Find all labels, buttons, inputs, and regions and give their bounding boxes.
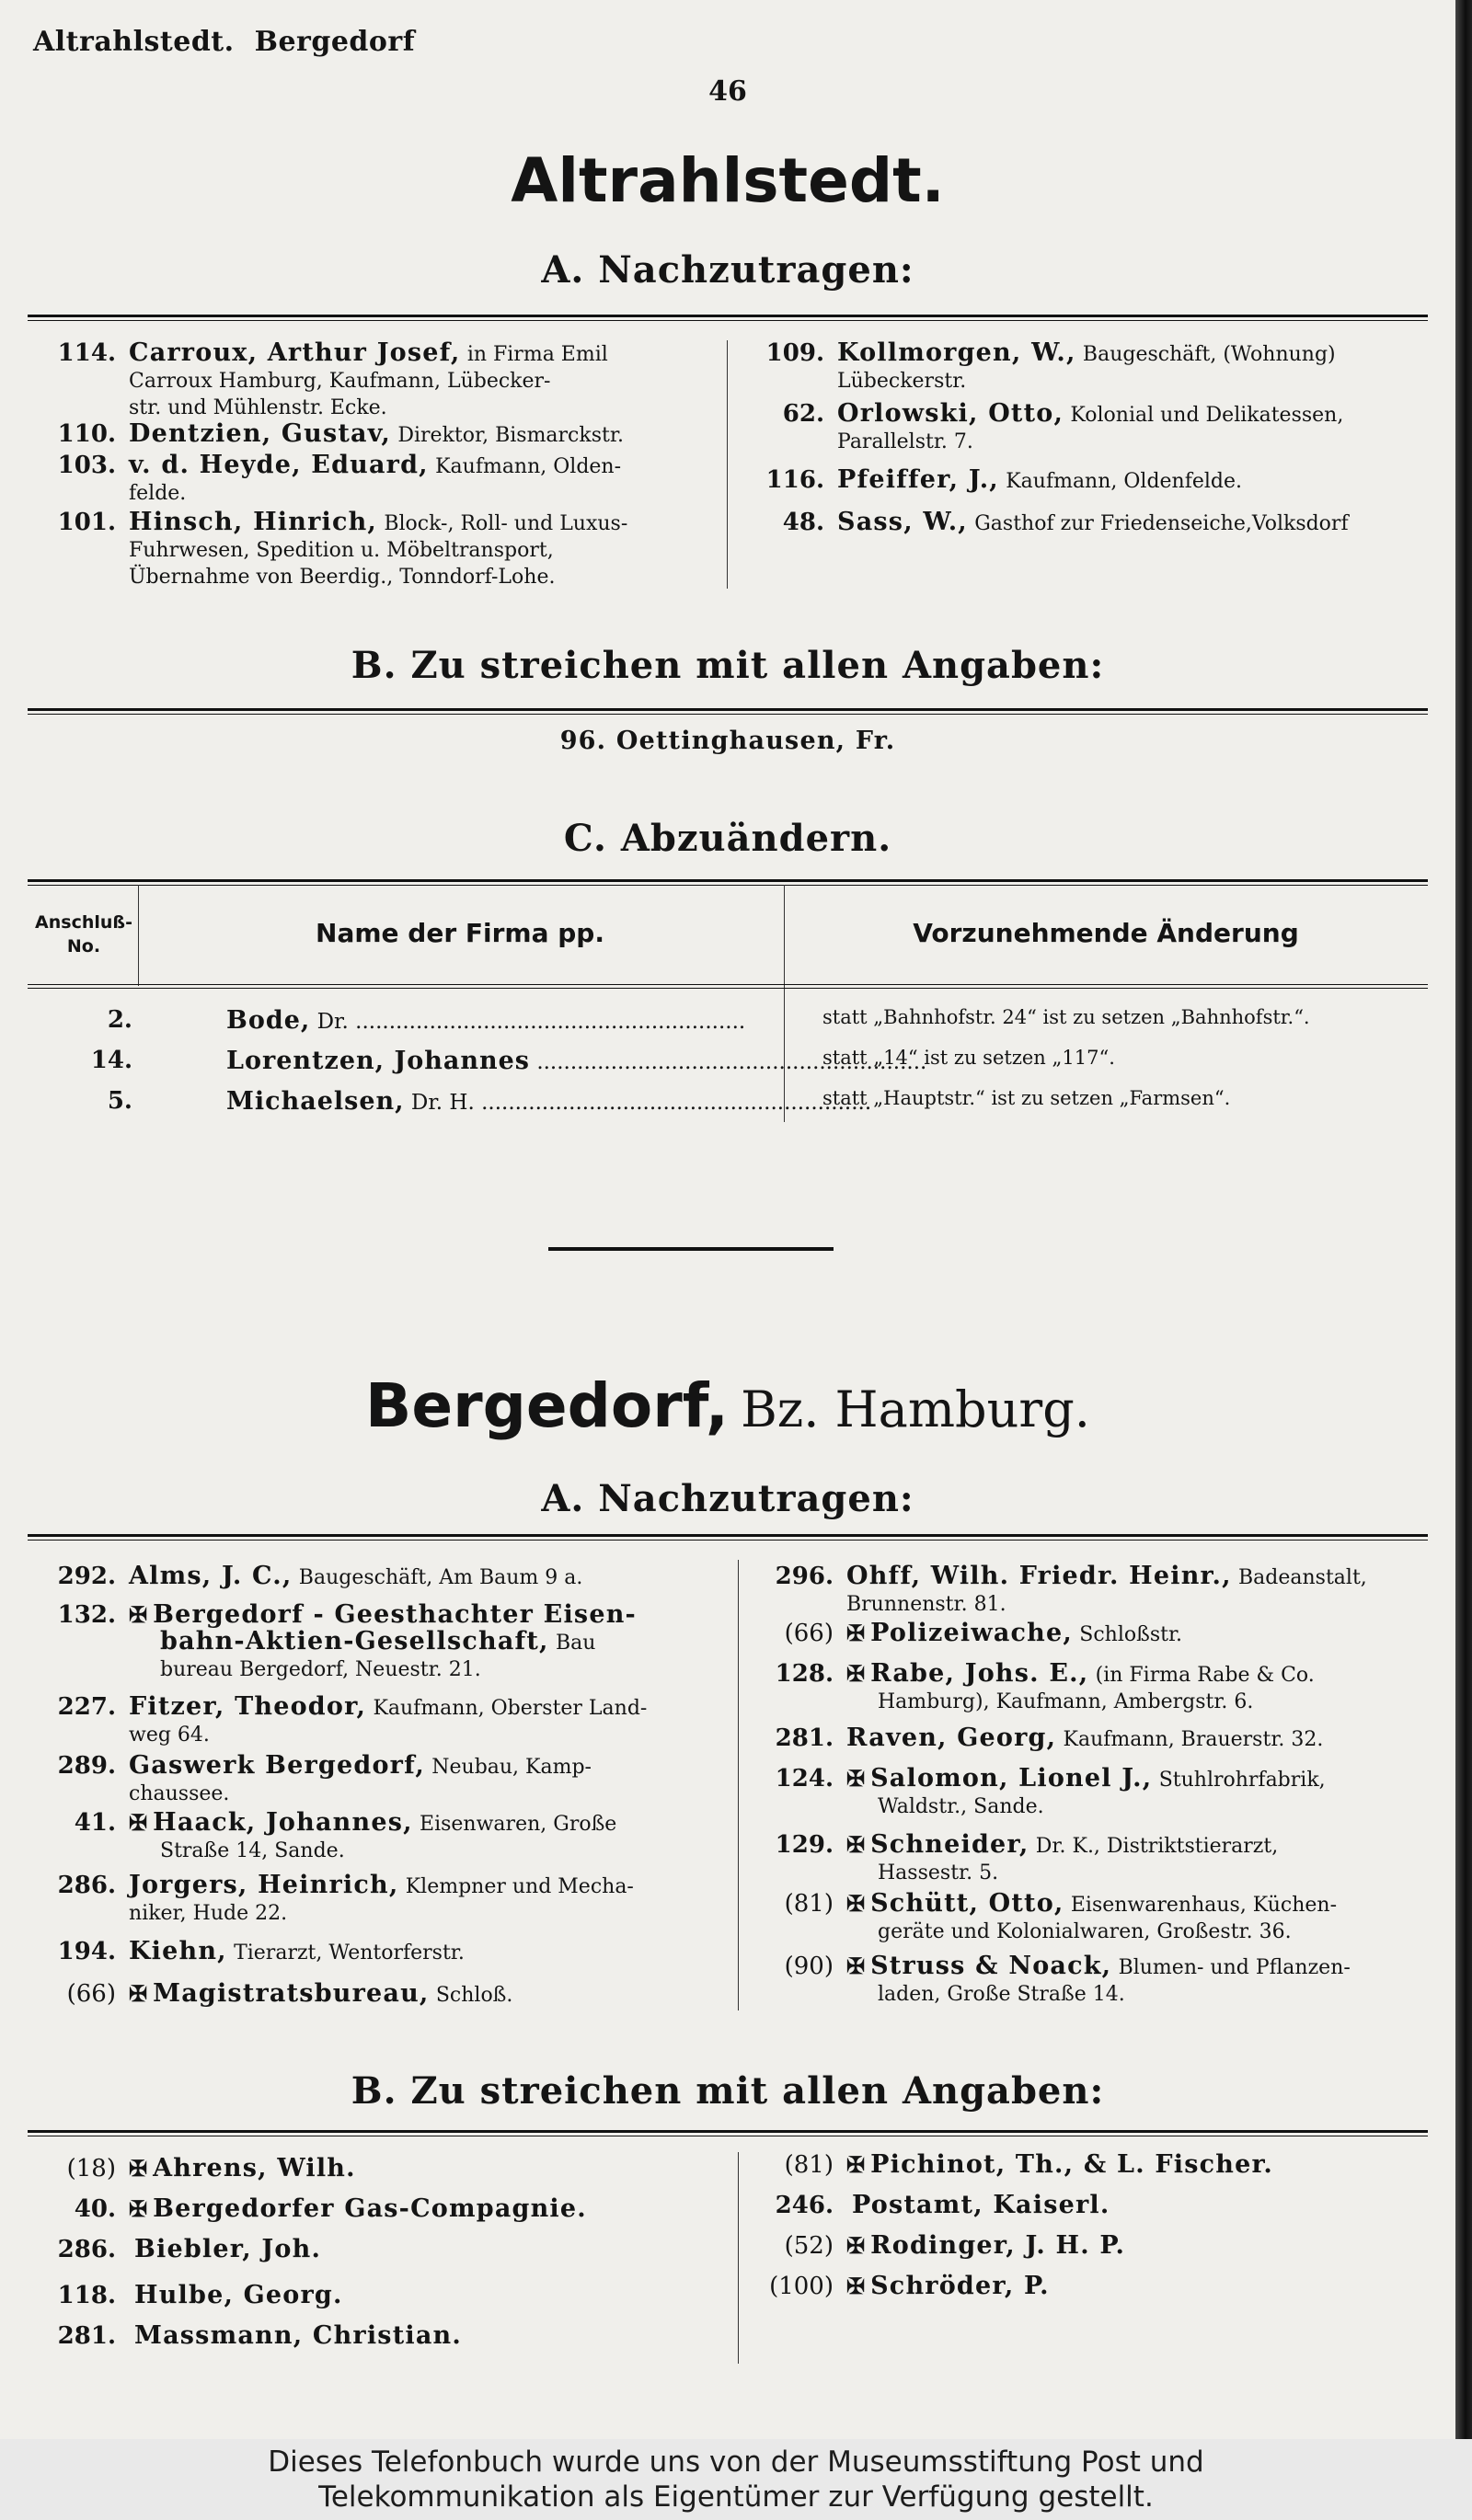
row-number: 5. bbox=[107, 1087, 132, 1115]
entry-detail: Block-, Roll- und Luxus- bbox=[384, 512, 628, 535]
column-divider bbox=[738, 1560, 739, 2010]
entry-name: Jorgers, Heinrich, bbox=[129, 1871, 399, 1899]
altrahlstedt-b-heading: B. Zu streichen mit allen Angaben: bbox=[351, 644, 1105, 687]
entry-detail: Kaufmann, Olden- bbox=[435, 455, 622, 478]
list-item bbox=[742, 340, 1422, 395]
entry-number: (18) bbox=[66, 2155, 116, 2182]
entry-number: 281. bbox=[775, 1724, 834, 1752]
entry-detail: Klempner und Mecha- bbox=[405, 1875, 634, 1898]
entry-detail: Straße 14, Sande. bbox=[160, 1839, 345, 1862]
entry-name: Rodinger, J. H. P. bbox=[870, 2231, 1126, 2260]
entry-number: 246. bbox=[775, 2192, 834, 2219]
entry-number: 41. bbox=[74, 1809, 116, 1837]
list-item bbox=[742, 467, 1422, 497]
row-change: statt „14“ ist zu setzen „117“. bbox=[822, 1047, 1115, 1069]
entry-name-cont: bahn-Aktien-Gesellschaft, bbox=[160, 1627, 549, 1655]
entry-number: 110. bbox=[57, 420, 116, 448]
list-item bbox=[751, 1621, 1432, 1650]
entry-detail: Dr. K., Distriktstierarzt, bbox=[1035, 1835, 1279, 1858]
entry-detail: Waldstr., Sande. bbox=[878, 1795, 1044, 1818]
list-item bbox=[33, 2237, 714, 2266]
entry-detail: Direktor, Bismarckstr. bbox=[397, 424, 624, 447]
list-item bbox=[0, 727, 1455, 755]
list-item bbox=[742, 510, 1422, 539]
entry-number: 194. bbox=[57, 1938, 116, 1965]
list-item bbox=[33, 1602, 714, 1685]
entry-detail: Eisenwaren, Große bbox=[420, 1813, 617, 1836]
cross-icon: ✠ bbox=[846, 1831, 866, 1858]
table-row bbox=[22, 1047, 1439, 1078]
list-item bbox=[751, 2233, 1432, 2262]
entry-name: Hinsch, Hinrich, bbox=[129, 508, 378, 536]
table-row bbox=[22, 1087, 1439, 1118]
entry-detail: Blumen- und Pflanzen- bbox=[1118, 1956, 1351, 1979]
entry-name: Magistratsbureau, bbox=[153, 1979, 430, 2008]
list-item bbox=[33, 452, 705, 508]
bergedorf-b-heading: B. Zu streichen mit allen Angaben: bbox=[351, 2069, 1105, 2113]
entry-detail: Neubau, Kamp- bbox=[431, 1756, 592, 1779]
entry-number: 118. bbox=[57, 2282, 116, 2309]
entry-detail: laden, Große Straße 14. bbox=[878, 1983, 1125, 2006]
entry-name: Gaswerk Bergedorf, bbox=[129, 1751, 425, 1780]
entry-detail: Tierarzt, Wentorferstr. bbox=[234, 1942, 465, 1964]
rule bbox=[28, 2130, 1428, 2136]
cross-icon: ✠ bbox=[846, 1660, 866, 1687]
entry-detail: Baugeschäft, (Wohnung) bbox=[1082, 343, 1336, 366]
list-item bbox=[33, 1873, 714, 1928]
page-edge-shadow bbox=[1455, 0, 1472, 2439]
row-change: statt „Hauptstr.“ ist zu setzen „Farmsen“. bbox=[822, 1087, 1231, 1109]
entry-detail: Übernahme von Beerdig., Tonndorf-Lohe. bbox=[129, 566, 556, 589]
entry-number: 286. bbox=[57, 1872, 116, 1899]
entry-detail: Baugeschäft, Am Baum 9 a. bbox=[298, 1566, 583, 1589]
running-head-left: Altrahlstedt. bbox=[33, 26, 235, 58]
entry-name: Carroux, Arthur Josef, bbox=[129, 338, 461, 367]
entry-name: Kiehn, bbox=[129, 1937, 227, 1965]
entry-name: Biebler, Joh. bbox=[134, 2235, 322, 2263]
entry-detail: Parallelstr. 7. bbox=[837, 430, 973, 453]
entry-name: Schröder, P. bbox=[870, 2272, 1050, 2300]
rule bbox=[28, 315, 1428, 321]
footer-line: Dieses Telefonbuch wurde uns von der Museumsstiftung Post und bbox=[268, 2446, 1204, 2479]
entry-name: Schneider, bbox=[870, 1830, 1029, 1859]
cross-icon: ✠ bbox=[846, 1890, 866, 1917]
entry-name: v. d. Heyde, Eduard, bbox=[129, 451, 429, 479]
entry-name: Schütt, Otto, bbox=[870, 1889, 1064, 1918]
cross-icon: ✠ bbox=[846, 1765, 866, 1792]
row-number: 14. bbox=[90, 1047, 132, 1074]
section-title-bergedorf bbox=[0, 1370, 1455, 1441]
altrahlstedt-c-heading: C. Abzuändern. bbox=[563, 817, 892, 860]
bergedorf-a-heading: A. Nachzutragen: bbox=[541, 1477, 914, 1520]
list-item bbox=[751, 1564, 1432, 1619]
altrahlstedt-a-heading: A. Nachzutragen: bbox=[541, 248, 914, 292]
entry-name: Ahrens, Wilh. bbox=[153, 2154, 356, 2182]
entry-number: 109. bbox=[765, 339, 824, 367]
entry-detail: Stuhlrohrfabrik, bbox=[1158, 1769, 1326, 1792]
entry-number: 96. bbox=[559, 727, 607, 755]
entry-number: (66) bbox=[66, 1980, 116, 2008]
entry-number: 296. bbox=[775, 1563, 834, 1590]
column-header-number bbox=[33, 911, 134, 958]
list-item bbox=[33, 340, 705, 423]
cross-icon: ✠ bbox=[846, 2151, 866, 2178]
entry-detail: felde. bbox=[129, 482, 187, 505]
entry-number: 101. bbox=[57, 509, 116, 536]
entry-name: Haack, Johannes, bbox=[153, 1808, 413, 1837]
entry-number: 116. bbox=[765, 466, 824, 494]
cross-icon: ✠ bbox=[846, 1620, 866, 1646]
entry-number: 48. bbox=[782, 509, 824, 536]
entry-name: Kollmorgen, W., bbox=[837, 338, 1076, 367]
entry-name: Dentzien, Gustav, bbox=[129, 419, 392, 448]
list-item bbox=[33, 421, 705, 451]
entry-detail: Kolonial und Delikatessen, bbox=[1070, 404, 1344, 427]
cross-icon: ✠ bbox=[846, 2273, 866, 2299]
rule bbox=[28, 708, 1428, 715]
entry-name: Sass, W., bbox=[837, 508, 968, 536]
cross-icon: ✠ bbox=[129, 1601, 148, 1628]
entry-number: (66) bbox=[784, 1620, 834, 1647]
entry-detail: Kaufmann, Oberster Land- bbox=[373, 1697, 648, 1720]
entry-name: Pichinot, Th., & L. Fischer. bbox=[870, 2150, 1274, 2179]
entry-name: Ohff, Wilh. Friedr. Heinr., bbox=[846, 1562, 1232, 1590]
entry-number: 289. bbox=[57, 1752, 116, 1780]
entry-detail: weg 64. bbox=[129, 1724, 210, 1747]
title-main: Bergedorf, bbox=[365, 1370, 729, 1441]
row-name: Lorentzen, Johannes .......................................................... bbox=[226, 1047, 927, 1075]
entry-detail: in Firma Emil bbox=[466, 343, 608, 366]
list-item bbox=[742, 401, 1422, 456]
header-text: No. bbox=[66, 936, 101, 956]
list-item bbox=[751, 2274, 1432, 2303]
entry-detail: Lübeckerstr. bbox=[837, 370, 967, 393]
entry-name: Postamt, Kaiserl. bbox=[852, 2191, 1110, 2219]
rule bbox=[28, 879, 1428, 886]
entry-detail: niker, Hude 22. bbox=[129, 1902, 288, 1925]
entry-detail: Schloßstr. bbox=[1079, 1623, 1183, 1646]
entry-number: 103. bbox=[57, 452, 116, 479]
entry-name: Pfeiffer, J., bbox=[837, 465, 999, 494]
entry-name: Rabe, Johs. E., bbox=[870, 1659, 1089, 1688]
list-item bbox=[751, 2152, 1432, 2182]
column-divider bbox=[738, 2152, 739, 2364]
entry-number: 132. bbox=[57, 1601, 116, 1629]
cross-icon: ✠ bbox=[129, 1980, 148, 2007]
footer bbox=[0, 2439, 1472, 2520]
entry-detail: Carroux Hamburg, Kaufmann, Lübecker- bbox=[129, 370, 551, 393]
entry-number: (100) bbox=[769, 2273, 834, 2300]
entry-name: Raven, Georg, bbox=[846, 1724, 1057, 1752]
entry-detail: Bau bbox=[555, 1632, 596, 1655]
entry-detail: Eisenwarenhaus, Küchen- bbox=[1070, 1894, 1338, 1917]
entry-detail: bureau Bergedorf, Neuestr. 21. bbox=[160, 1658, 481, 1681]
header-text: Anschluß- bbox=[35, 912, 132, 933]
entry-detail: chaussee. bbox=[129, 1782, 230, 1805]
entry-number: 114. bbox=[57, 339, 116, 367]
list-item bbox=[751, 2193, 1432, 2222]
list-item bbox=[33, 2156, 714, 2185]
entry-name: Bergedorf - Geesthachter Eisen- bbox=[153, 1600, 637, 1629]
list-item bbox=[751, 1832, 1432, 1887]
footer-line: Telekommunikation als Eigentümer zur Verfügung gestellt. bbox=[318, 2480, 1154, 2514]
list-item bbox=[33, 2323, 714, 2353]
entry-name: Alms, J. C., bbox=[129, 1562, 293, 1590]
cross-icon: ✠ bbox=[846, 2232, 866, 2259]
entry-detail: Hamburg), Kaufmann, Ambergstr. 6. bbox=[878, 1690, 1254, 1713]
column-header-name: Name der Firma pp. bbox=[316, 918, 604, 948]
cross-icon: ✠ bbox=[129, 2155, 148, 2182]
table-row bbox=[22, 1006, 1439, 1037]
entry-name: Hulbe, Georg. bbox=[134, 2281, 343, 2309]
list-item bbox=[33, 1753, 714, 1808]
column-divider bbox=[727, 340, 728, 589]
entry-name: Polizeiwache, bbox=[870, 1619, 1073, 1647]
list-item bbox=[33, 1564, 714, 1593]
row-name: Bode, Dr. .......................................................... bbox=[226, 1006, 746, 1035]
entry-number: 227. bbox=[57, 1693, 116, 1721]
list-item bbox=[33, 1810, 714, 1865]
entry-number: 292. bbox=[57, 1563, 116, 1590]
entry-detail: Kaufmann, Brauerstr. 32. bbox=[1063, 1728, 1324, 1751]
row-change: statt „Bahnhofstr. 24“ ist zu setzen „Bahnhofstr.“. bbox=[822, 1006, 1310, 1028]
entry-number: 286. bbox=[57, 2236, 116, 2263]
entry-number: (90) bbox=[784, 1953, 834, 1980]
entry-number: (81) bbox=[784, 2151, 834, 2179]
list-item bbox=[33, 2283, 714, 2312]
list-item bbox=[33, 510, 705, 592]
list-item bbox=[33, 2196, 714, 2226]
entry-detail: geräte und Kolonialwaren, Großestr. 36. bbox=[878, 1920, 1292, 1943]
entry-number: (81) bbox=[784, 1890, 834, 1918]
page-number: 46 bbox=[708, 75, 747, 108]
entry-detail: str. und Mühlenstr. Ecke. bbox=[129, 396, 387, 419]
list-item bbox=[33, 1939, 714, 1968]
section-title-altrahlstedt: Altrahlstedt. bbox=[511, 145, 945, 216]
entry-name: Salomon, Lionel J., bbox=[870, 1764, 1153, 1793]
list-item bbox=[33, 1694, 714, 1749]
running-head bbox=[33, 26, 415, 58]
running-head-right: Bergedorf bbox=[254, 26, 416, 58]
list-item bbox=[751, 1953, 1432, 2009]
list-item bbox=[751, 1766, 1432, 1821]
cross-icon: ✠ bbox=[846, 1953, 866, 1979]
row-number: 2. bbox=[107, 1006, 132, 1034]
entry-detail: Gasthof zur Friedenseiche,Volksdorf bbox=[974, 512, 1349, 535]
entry-number: 281. bbox=[57, 2322, 116, 2350]
entry-detail: Brunnenstr. 81. bbox=[846, 1593, 1006, 1616]
entry-detail: Fuhrwesen, Spedition u. Möbeltransport, bbox=[129, 539, 554, 562]
entry-detail: (in Firma Rabe & Co. bbox=[1095, 1664, 1315, 1687]
entry-number: (52) bbox=[784, 2232, 834, 2260]
entry-name: Bergedorfer Gas-Compagnie. bbox=[153, 2194, 587, 2223]
row-name: Michaelsen, Dr. H. .......................................................... bbox=[226, 1087, 872, 1116]
list-item bbox=[751, 1661, 1432, 1716]
list-item bbox=[751, 1891, 1432, 1946]
entry-name: Orlowski, Otto, bbox=[837, 399, 1064, 428]
section-separator bbox=[548, 1247, 834, 1251]
entry-number: 40. bbox=[74, 2195, 116, 2223]
entry-name: Fitzer, Theodor, bbox=[129, 1692, 367, 1721]
entry-name: Massmann, Christian. bbox=[134, 2321, 462, 2350]
entry-detail: Kaufmann, Oldenfelde. bbox=[1006, 470, 1243, 493]
entry-detail: Hassestr. 5. bbox=[878, 1861, 999, 1884]
entry-detail: Schloß. bbox=[435, 1984, 513, 2007]
entry-number: 62. bbox=[782, 400, 824, 428]
rule bbox=[28, 1534, 1428, 1541]
cross-icon: ✠ bbox=[129, 1809, 148, 1836]
column-header-change: Vorzunehmende Änderung bbox=[913, 918, 1299, 948]
list-item bbox=[33, 1981, 714, 2010]
title-sub: Bz. Hamburg. bbox=[741, 1380, 1090, 1438]
cross-icon: ✠ bbox=[129, 2195, 148, 2222]
entry-number: 124. bbox=[775, 1765, 834, 1793]
entry-number: 129. bbox=[775, 1831, 834, 1859]
entry-number: 128. bbox=[775, 1660, 834, 1688]
list-item bbox=[751, 1725, 1432, 1755]
entry-name: Oettinghausen, Fr. bbox=[615, 727, 896, 755]
rule bbox=[28, 984, 1428, 989]
entry-detail: Badeanstalt, bbox=[1238, 1566, 1367, 1589]
entry-name: Struss & Noack, bbox=[870, 1952, 1112, 1980]
